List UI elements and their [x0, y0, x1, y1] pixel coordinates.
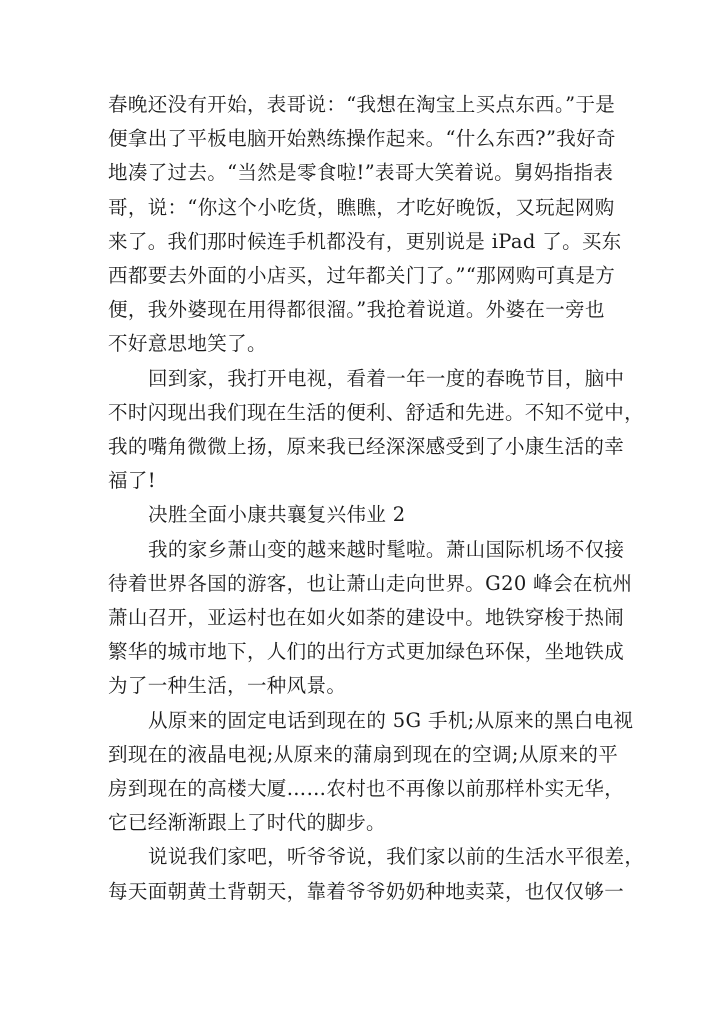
- text-line: 为了一种生活，一种风景。: [108, 674, 347, 698]
- text-line: 不好意思地笑了。: [108, 332, 267, 356]
- text-line: 它已经渐渐跟上了时代的脚步。: [108, 811, 386, 835]
- text-line: 说说我们家吧，听爷爷说，我们家以前的生活水平很差，: [148, 845, 645, 869]
- text-line: 我的嘴角微微上扬，原来我已经深深感受到了小康生活的幸: [108, 435, 625, 459]
- text-line: 繁华的城市地下，人们的出行方式更加绿色环保，坐地铁成: [108, 640, 625, 664]
- text-line: 萧山召开，亚运村也在如火如荼的建设中。地铁穿梭于热闹: [108, 606, 625, 630]
- text-line: 来了。我们那时候连手机都没有，更别说是 iPad 了。买东: [108, 229, 622, 253]
- text-line: 地凑了过去。“当然是零食啦!”表哥大笑着说。舅妈指指表: [108, 161, 614, 185]
- text-line: 从原来的固定电话到现在的 5G 手机;从原来的黑白电视: [148, 708, 634, 732]
- paragraph-4: [108, 704, 634, 841]
- text-line: 房到现在的高楼大厦……农村也不再像以前那样朴实无华，: [108, 777, 625, 801]
- text-line: 西都要去外面的小店买，过年都关门了。”“那网购可真是方: [108, 264, 616, 288]
- text-line: 待着世界各国的游客，也让萧山走向世界。G20 峰会在杭州: [108, 571, 633, 595]
- text-line: 决胜全面小康共襄复兴伟业 2: [148, 503, 406, 527]
- text-line: 回到家，我打开电视，看着一年一度的春晚节目，脑中: [148, 366, 625, 390]
- text-line: 我的家乡萧山变的越来越时髦啦。萧山国际机场不仅接: [148, 537, 625, 561]
- text-line: 不时闪现出我们现在生活的便利、舒适和先进。不知不觉中，: [108, 400, 644, 424]
- text-line: 春晚还没有开始，表哥说：“我想在淘宝上买点东西。”于是: [108, 93, 616, 116]
- paragraph-5: [108, 840, 645, 908]
- paragraph-2: [108, 362, 644, 499]
- text-line: 哥，说：“你这个小吃货，瞧瞧，才吃好晚饭，又玩起网购: [108, 195, 615, 219]
- paragraph-3: [108, 533, 633, 704]
- section-heading: [108, 498, 612, 532]
- text-line: 到现在的液晶电视;从原来的蒲扇到现在的空调;从原来的平: [108, 742, 619, 766]
- text-line: 便，我外婆现在用得都很溜。”我抢着说道。外婆在一旁也: [108, 298, 605, 322]
- text-line: 每天面朝黄土背朝天，靠着爷爷奶奶种地卖菜，也仅仅够一: [108, 879, 625, 903]
- text-line: 便拿出了平板电脑开始熟练操作起来。“什么东西?”我好奇: [108, 127, 616, 151]
- text-line: 福了!: [108, 469, 156, 493]
- paragraph-1: [108, 88, 622, 362]
